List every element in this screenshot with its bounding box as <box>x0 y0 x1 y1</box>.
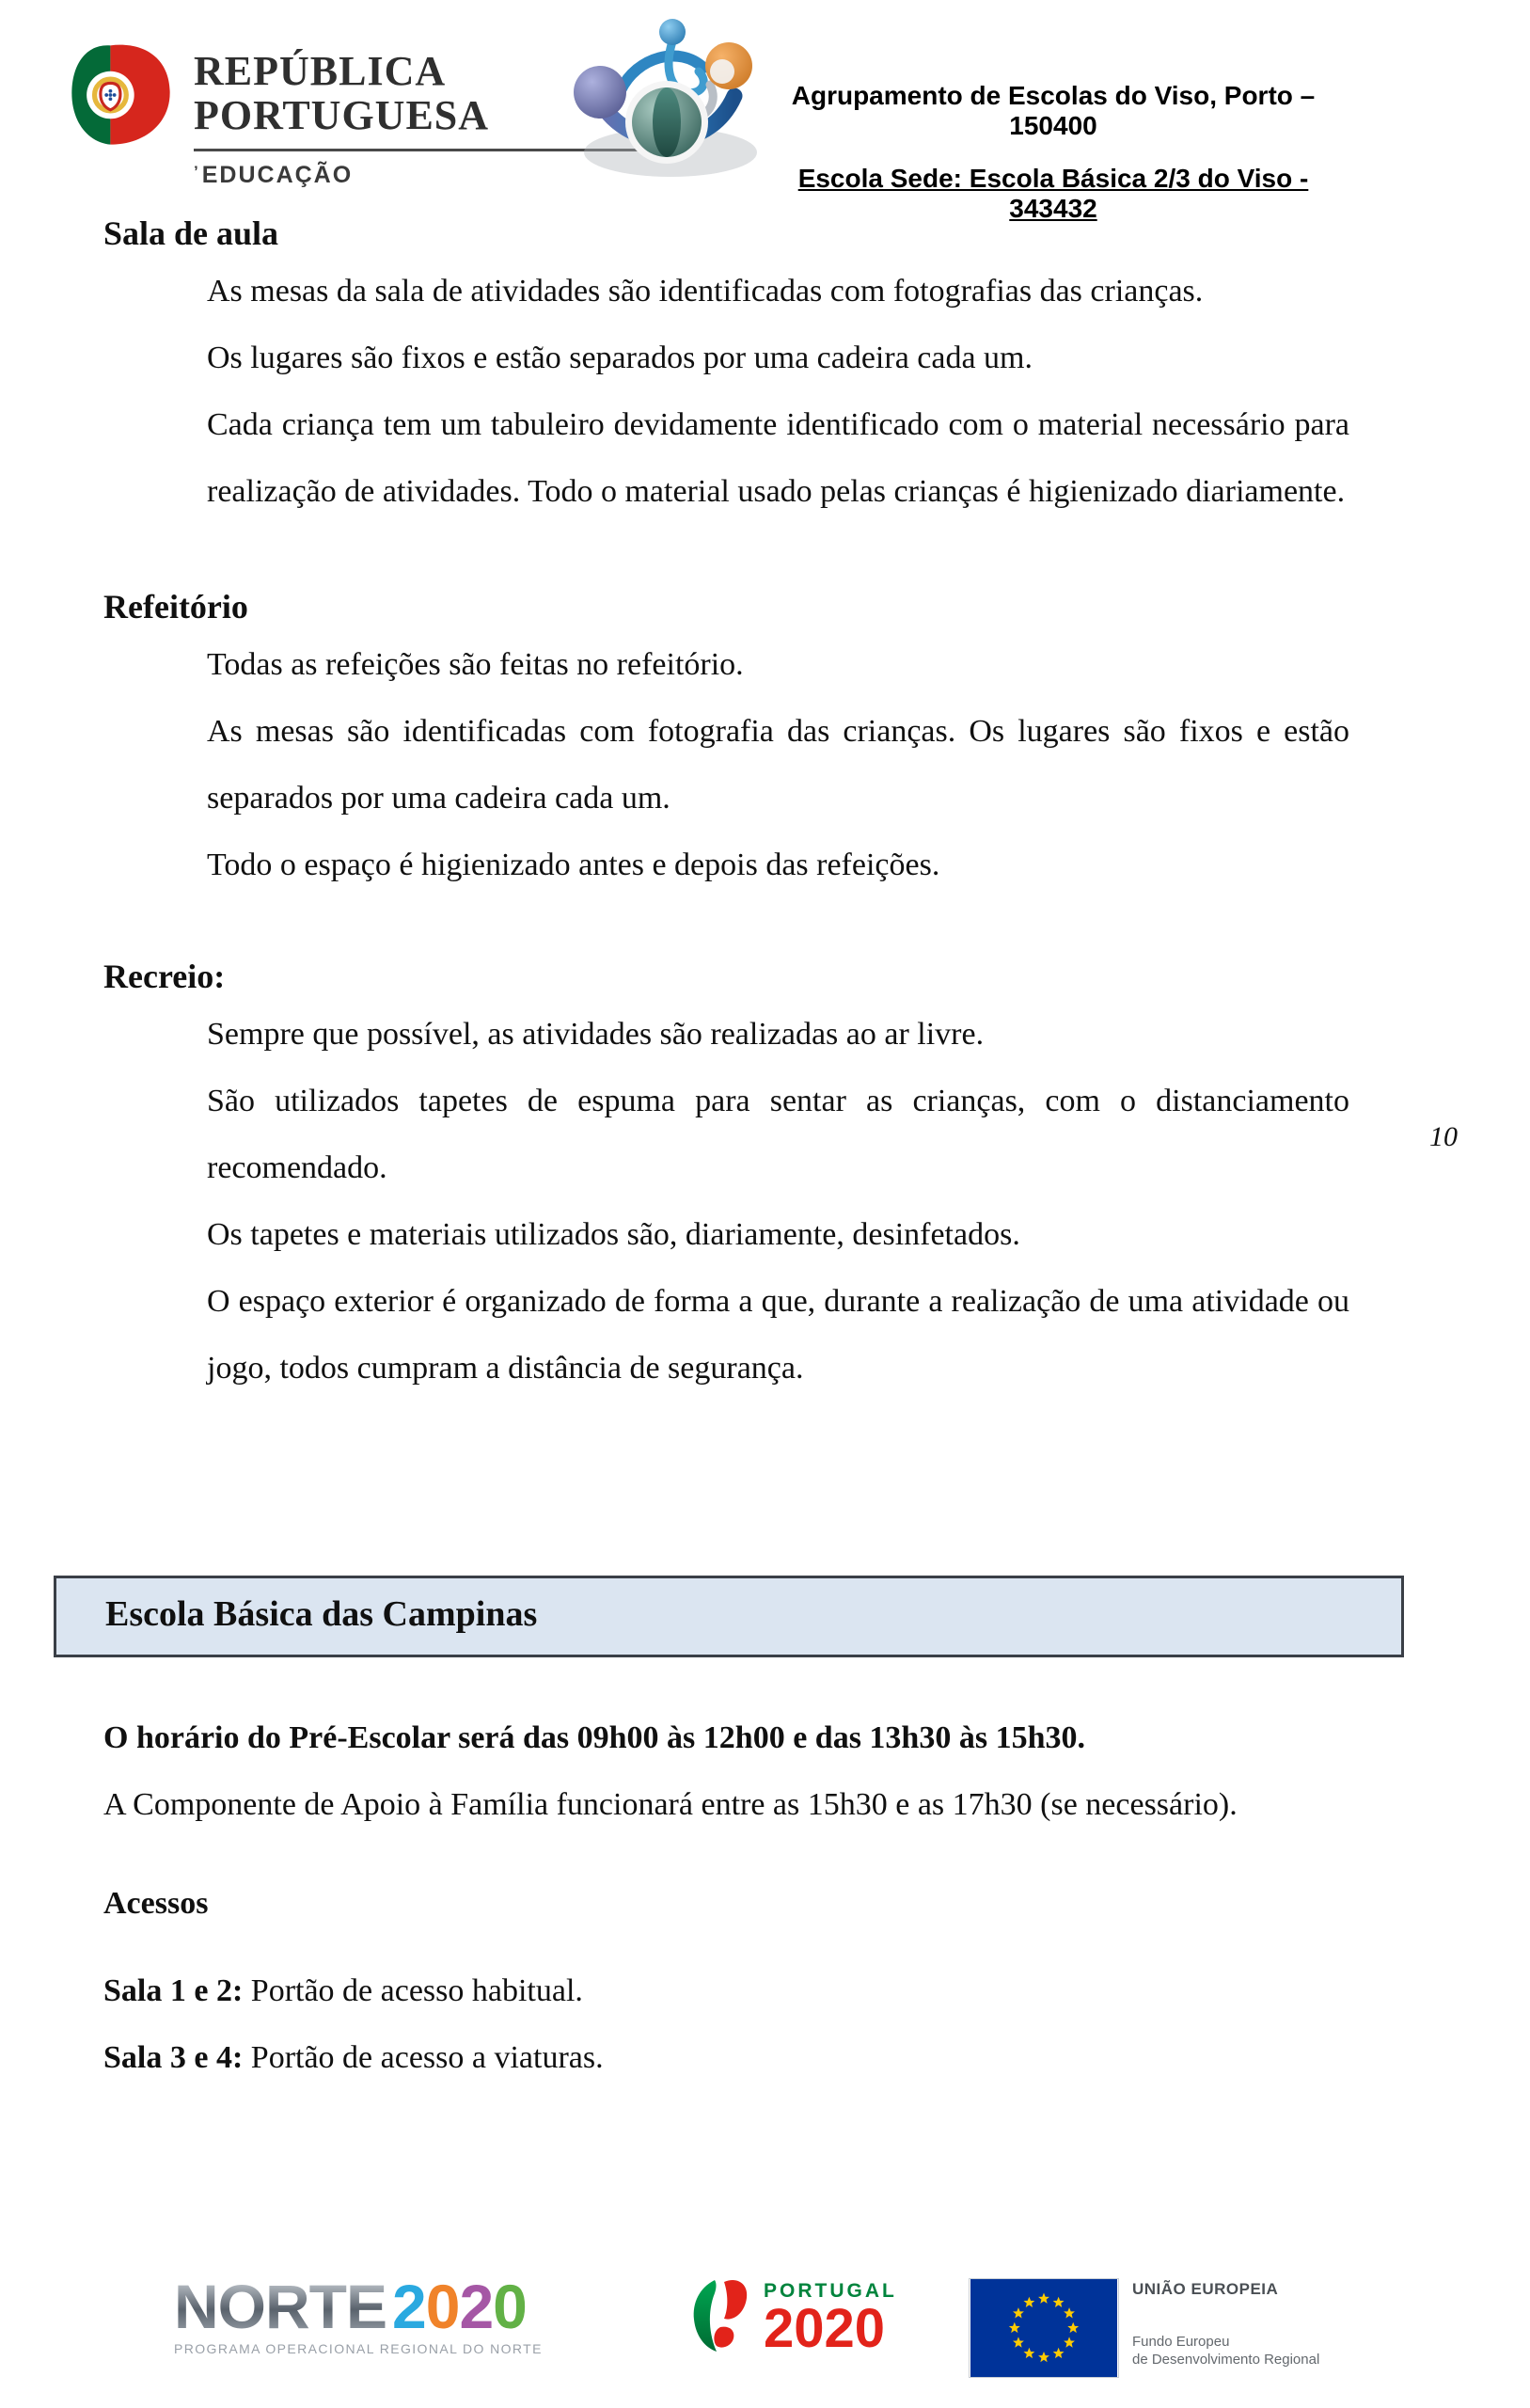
school-name: Agrupamento de Escolas do Viso, Porto – 150400 <box>791 81 1316 140</box>
access-text: Portão de acesso habitual. <box>243 1973 583 2008</box>
page-header <box>0 0 1530 223</box>
campinas-title-box <box>54 1576 1404 1657</box>
eu-fund-line2: de Desenvolvimento Regional <box>1132 2352 1320 2368</box>
norte-brand: NORTE <box>174 2272 386 2341</box>
paragraph: São utilizados tapetes de espuma para sentar as crianças, com o distanciamento recomendado. <box>207 1084 1349 1185</box>
norte-year-digit: 2 <box>459 2272 494 2341</box>
eu-title: UNIÃO EUROPEIA <box>1132 2280 1279 2298</box>
heading-sala-de-aula: Sala de aula <box>103 214 279 252</box>
gov-logo-line2: PORTUGUESA <box>194 92 490 138</box>
uniao-europeia-logo <box>969 2278 1319 2378</box>
gov-logo-education-label: EDUCAÇÃO <box>201 162 354 188</box>
heading-refeitorio: Refeitório <box>103 588 248 626</box>
eu-subtitle <box>1132 2333 1319 2368</box>
access-label: Sala 1 e 2: <box>103 1973 244 2008</box>
eu-fund-line1: Fundo Europeu <box>1132 2334 1230 2350</box>
portugal-year: 2020 <box>764 2298 886 2359</box>
paragraph: O espaço exterior é organizado de forma a que, durante a realização de uma atividade ou jogo, todos cumpram a distância de segurança. <box>207 1284 1349 1386</box>
paragraph: Cada criança tem um tabuleiro devidamente identificado com o material necessário para realização de atividades. Todo o material usado pelas crianças é higienizado diariamente. <box>207 407 1349 509</box>
gov-logo-tick: ’ <box>194 163 200 181</box>
paragraph: Todas as refeições são feitas no refeitório. <box>207 647 744 682</box>
eu-flag-icon <box>969 2278 1119 2378</box>
campinas-title: Escola Básica das Campinas <box>105 1594 538 1634</box>
portugal-brand: PORTUGAL <box>764 2280 897 2302</box>
page-number: 10 <box>1429 1121 1458 1152</box>
school-crest-icon <box>569 9 762 188</box>
norte-year-digit: 0 <box>425 2272 460 2341</box>
norte-year-digit: 0 <box>493 2272 527 2341</box>
paragraph: As mesas da sala de atividades são identificadas com fotografias das crianças. <box>207 274 1204 309</box>
access-line-sala-3-4 <box>103 2024 1530 2091</box>
school-identification <box>752 81 1354 224</box>
access-text: Portão de acesso a viaturas. <box>243 2040 604 2075</box>
heading-acessos: Acessos <box>103 1886 209 1921</box>
caf-paragraph: A Componente de Apoio à Família funcionará entre as 15h30 e as 17h30 (se necessário). <box>103 1787 1238 1822</box>
schedule-line: O horário do Pré-Escolar será das 09h00 às 12h00 e das 13h30 às 15h30. <box>103 1720 1085 1755</box>
portugal-2020-icon <box>688 2274 756 2357</box>
norte-2020-logo <box>174 2272 543 2356</box>
eu-text-block <box>1132 2278 1319 2378</box>
paragraph: Os tapetes e materiais utilizados são, diariamente, desinfetados. <box>207 1217 1020 1252</box>
norte-year-digit: 2 <box>392 2272 426 2341</box>
access-line-sala-1-2 <box>103 1957 1530 2024</box>
footer-logos <box>0 2273 1530 2384</box>
portugal-2020-text <box>764 2274 897 2357</box>
norte-caption: PROGRAMA OPERACIONAL REGIONAL DO NORTE <box>174 2341 543 2356</box>
paragraph: As mesas são identificadas com fotografia das crianças. Os lugares são fixos e estão separados por uma cadeira cada um. <box>207 714 1349 816</box>
norte-2020-wordmark <box>174 2272 543 2341</box>
heading-recreio: Recreio: <box>103 958 226 995</box>
access-label: Sala 3 e 4: <box>103 2040 244 2075</box>
school-sede: Escola Sede: Escola Básica 2/3 do Viso - 343432 <box>797 164 1309 223</box>
portugal-flag-icon <box>66 40 177 150</box>
paragraph: Sempre que possível, as atividades são realizadas ao ar livre. <box>207 1017 985 1052</box>
paragraph: Os lugares são fixos e estão separados por uma cadeira cada um. <box>207 341 1033 375</box>
paragraph: Todo o espaço é higienizado antes e depois das refeições. <box>207 848 940 882</box>
gov-logo-line1: REPÚBLICA <box>194 48 447 94</box>
portugal-2020-logo <box>688 2274 897 2357</box>
